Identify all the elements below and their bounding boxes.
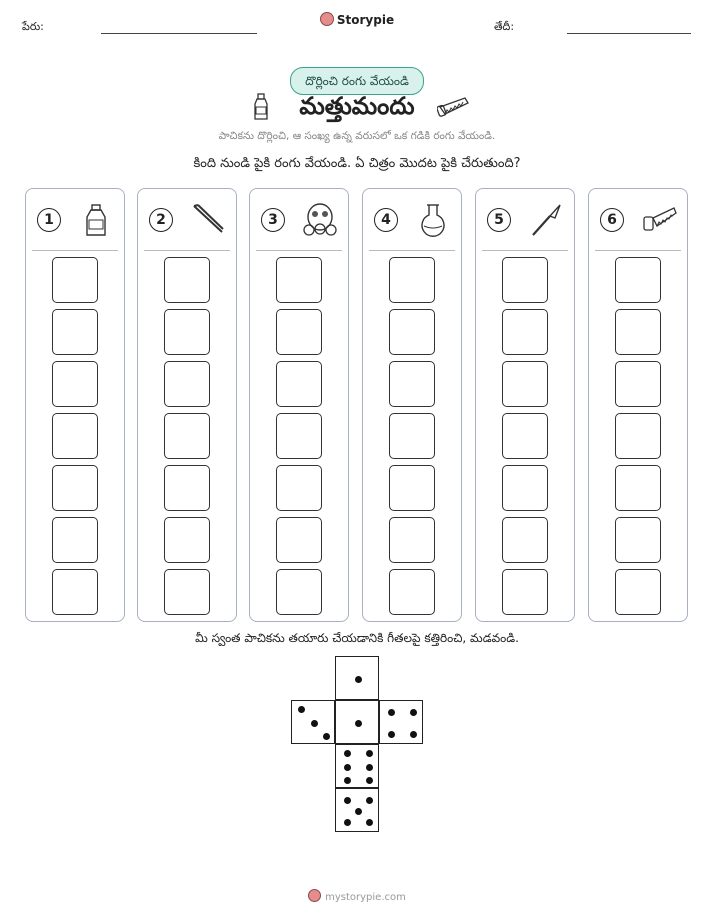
die-face-1	[335, 700, 379, 744]
color-box[interactable]	[389, 309, 435, 355]
die-pip	[410, 731, 417, 738]
column-number: 2	[149, 208, 173, 232]
die-pip	[388, 731, 395, 738]
date-line[interactable]	[567, 33, 691, 34]
color-box[interactable]	[276, 569, 322, 615]
color-box[interactable]	[615, 257, 661, 303]
column-5	[475, 188, 575, 622]
color-box[interactable]	[52, 257, 98, 303]
color-box[interactable]	[276, 517, 322, 563]
color-box[interactable]	[502, 361, 548, 407]
title-saw-icon	[437, 95, 471, 119]
color-box[interactable]	[502, 413, 548, 459]
die-pip	[344, 777, 351, 784]
color-box[interactable]	[52, 517, 98, 563]
color-box[interactable]	[389, 257, 435, 303]
column-divider	[369, 250, 455, 251]
cut-instruction: మీ స్వంత పాచికను తయారు చేయడానికి గీతలపై కత్తిరించి, మడవండి.	[195, 631, 519, 645]
color-box[interactable]	[615, 361, 661, 407]
column-2	[137, 188, 237, 622]
column-number: 3	[261, 208, 285, 232]
die-face-5	[335, 788, 379, 832]
color-box[interactable]	[164, 517, 210, 563]
color-box[interactable]	[502, 465, 548, 511]
color-box[interactable]	[52, 309, 98, 355]
color-box[interactable]	[164, 413, 210, 459]
color-box[interactable]	[502, 517, 548, 563]
storypie-logo-icon	[320, 12, 334, 26]
name-line[interactable]	[101, 33, 257, 34]
color-box[interactable]	[276, 361, 322, 407]
tweezers-icon	[190, 202, 226, 238]
die-pip	[355, 720, 362, 727]
die-pip	[344, 797, 351, 804]
die-pip	[366, 764, 373, 771]
color-box[interactable]	[276, 413, 322, 459]
die-pip	[366, 819, 373, 826]
footer	[0, 889, 714, 903]
column-number: 6	[600, 208, 624, 232]
column-divider	[144, 250, 230, 251]
color-box[interactable]	[389, 569, 435, 615]
die-face-6	[335, 744, 379, 788]
column-divider	[32, 250, 118, 251]
brand-name: Storypie	[336, 13, 395, 27]
color-box[interactable]	[276, 309, 322, 355]
color-box[interactable]	[164, 309, 210, 355]
die-pip	[344, 764, 351, 771]
color-box[interactable]	[164, 257, 210, 303]
column-number: 5	[487, 208, 511, 232]
die-pip	[366, 777, 373, 784]
column-divider	[595, 250, 681, 251]
color-box[interactable]	[389, 413, 435, 459]
color-box[interactable]	[615, 517, 661, 563]
color-box[interactable]	[615, 569, 661, 615]
color-box[interactable]	[52, 413, 98, 459]
activity-badge: దొర్లించి రంగు వేయండి	[290, 67, 424, 95]
gas-mask-icon	[302, 202, 338, 238]
name-label: పేరు:	[22, 20, 44, 33]
column-divider	[256, 250, 342, 251]
color-box[interactable]	[164, 361, 210, 407]
instruction-text: కింది నుండి పైకి రంగు వేయండి. ఏ చిత్రం మొదట పైకి చేరుతుంది?	[193, 156, 521, 171]
die-pip	[366, 797, 373, 804]
page-title: మత్తుమందు	[299, 92, 415, 120]
bottle-icon	[78, 202, 114, 238]
saw-icon	[641, 202, 677, 238]
die-pip	[344, 750, 351, 757]
color-box[interactable]	[164, 569, 210, 615]
column-4	[362, 188, 462, 622]
die-pip	[355, 676, 362, 683]
color-box[interactable]	[502, 257, 548, 303]
column-3	[249, 188, 349, 622]
color-box[interactable]	[502, 309, 548, 355]
column-1	[25, 188, 125, 622]
color-box[interactable]	[276, 465, 322, 511]
die-pip	[344, 819, 351, 826]
color-box[interactable]	[615, 413, 661, 459]
die-pip	[366, 750, 373, 757]
color-box[interactable]	[615, 309, 661, 355]
die-pip	[388, 709, 395, 716]
color-box[interactable]	[389, 361, 435, 407]
die-pip	[355, 808, 362, 815]
color-box[interactable]	[52, 465, 98, 511]
flask-icon	[415, 202, 451, 238]
color-box[interactable]	[52, 569, 98, 615]
die-pip	[323, 733, 330, 740]
color-box[interactable]	[52, 361, 98, 407]
color-box[interactable]	[389, 465, 435, 511]
storypie-logo-icon	[308, 889, 321, 902]
die-face-4	[379, 700, 423, 744]
column-6	[588, 188, 688, 622]
die-pip	[311, 720, 318, 727]
column-number: 4	[374, 208, 398, 232]
date-label: తేదీ:	[494, 20, 515, 33]
die-face-3	[291, 700, 335, 744]
column-number: 1	[37, 208, 61, 232]
color-box[interactable]	[276, 257, 322, 303]
die-pip	[298, 706, 305, 713]
die-face-1	[335, 656, 379, 700]
brand-logo	[0, 12, 714, 27]
column-divider	[482, 250, 568, 251]
color-box[interactable]	[164, 465, 210, 511]
color-box[interactable]	[615, 465, 661, 511]
die-pip	[410, 709, 417, 716]
subtitle: పాచికను దొర్లించి, ఆ సంఖ్య ఉన్న వరుసలో ఒక గడికి రంగు వేయండి.	[218, 130, 496, 142]
scalpel-icon	[528, 202, 564, 238]
footer-url: mystorypie.com	[325, 892, 406, 903]
color-box[interactable]	[389, 517, 435, 563]
color-box[interactable]	[502, 569, 548, 615]
